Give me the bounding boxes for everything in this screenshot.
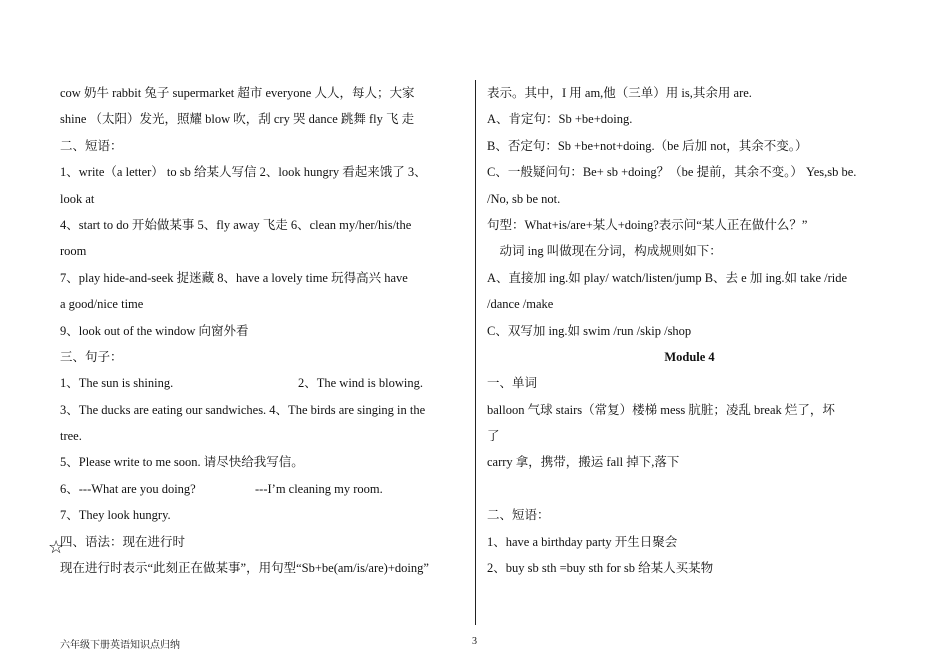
column-divider	[475, 80, 476, 625]
text-line: 了	[487, 429, 500, 444]
text-line: 现在进行时表示“此刻正在做某事”，用句型“Sb+be(am/is/are)+doing”	[60, 561, 429, 576]
text-line: 7、They look hungry.	[60, 508, 171, 523]
sentence-row	[60, 370, 465, 396]
footer-title: 六年级下册英语知识点归纳	[60, 640, 180, 651]
sentence-row	[60, 476, 465, 502]
section-heading: 二、短语：	[487, 508, 550, 523]
text-line: 1、write（a letter） to sb 给某人写信 2、look hungry 看起来饿了 3、	[60, 165, 427, 180]
text-line: balloon 气球 stairs（常复）楼梯 mess 肮脏；凌乱 break 烂了，坏	[487, 402, 835, 417]
right-column	[487, 80, 892, 581]
text-line: a good/nice time	[60, 297, 144, 312]
text-line: C、双写加 ing.如 swim /run /skip /shop	[487, 323, 692, 338]
text-line: /dance /make	[487, 297, 554, 312]
text-line: 9、look out of the window 向窗外看	[60, 323, 249, 338]
text-line: 句型：What+is/are+某人+doing?表示问“某人正在做什么？”	[487, 217, 808, 232]
star-outline-icon: ☆	[48, 537, 65, 558]
text-line: shine （太阳）发光，照耀 blow 吹，刮 cry 哭 dance 跳舞 fly 飞 走	[60, 112, 415, 127]
text-line: 4、start to do 开始做某事 5、fly away 飞走 6、clean my/her/his/the	[60, 217, 412, 232]
section-heading: 三、句子：	[60, 349, 123, 364]
blank-line	[487, 476, 892, 502]
text-line: 1、have a birthday party 开生日聚会	[487, 534, 678, 549]
text-line: A、肯定句：Sb +be+doing.	[487, 112, 633, 127]
section-heading: 二、短语：	[60, 138, 123, 153]
text-line: A、直接加 ing.如 play/ watch/listen/jump B、去 e 加 ing.如 take /ride	[487, 270, 848, 285]
section-heading: 一、单词	[487, 376, 538, 391]
text-line: 5、Please write to me soon. 请尽快给我写信。	[60, 455, 304, 470]
sentence-1: 1、The sun is shining.	[60, 376, 174, 391]
text-line: /No, sb be not.	[487, 191, 561, 206]
sentence-2: 2、The wind is blowing.	[298, 376, 423, 391]
text-line: 表示。其中，I 用 am,他（三单）用 is,其余用 are.	[487, 86, 752, 100]
text-line: 3、The ducks are eating our sandwiches. 4、The birds are singing in the	[60, 402, 426, 417]
text-line: room	[60, 244, 87, 259]
text-line: 2、buy sb sth =buy sth for sb 给某人买某物	[487, 561, 714, 576]
section-heading: 四、语法：现在进行时	[60, 534, 186, 549]
text-line: tree.	[60, 429, 82, 444]
sentence-6-question: 6、---What are you doing?	[60, 481, 196, 496]
left-column	[60, 80, 465, 581]
text-line: 7、play hide-and-seek 捉迷藏 8、have a lovely time 玩得高兴 have	[60, 270, 408, 285]
text-line: cow 奶牛 rabbit 兔子 supermarket 超市 everyone 人人，每人；大家	[60, 86, 415, 100]
module-title: Module 4	[664, 349, 715, 364]
text-line: 动词 ing 叫做现在分词，构成规则如下：	[487, 244, 722, 259]
sentence-6-answer: ---I’m cleaning my room.	[255, 481, 383, 496]
text-line: carry 拿，携带，搬运 fall 掉下,落下	[487, 455, 680, 470]
text-line: B、否定句：Sb +be+not+doing.（be 后加 not，其余不变。）	[487, 138, 808, 153]
text-line: look at	[60, 191, 95, 206]
page-number: 3	[472, 636, 477, 647]
text-line: C、一般疑问句：Be+ sb +doing？（be 提前，其余不变。） Yes,sb be.	[487, 165, 857, 180]
